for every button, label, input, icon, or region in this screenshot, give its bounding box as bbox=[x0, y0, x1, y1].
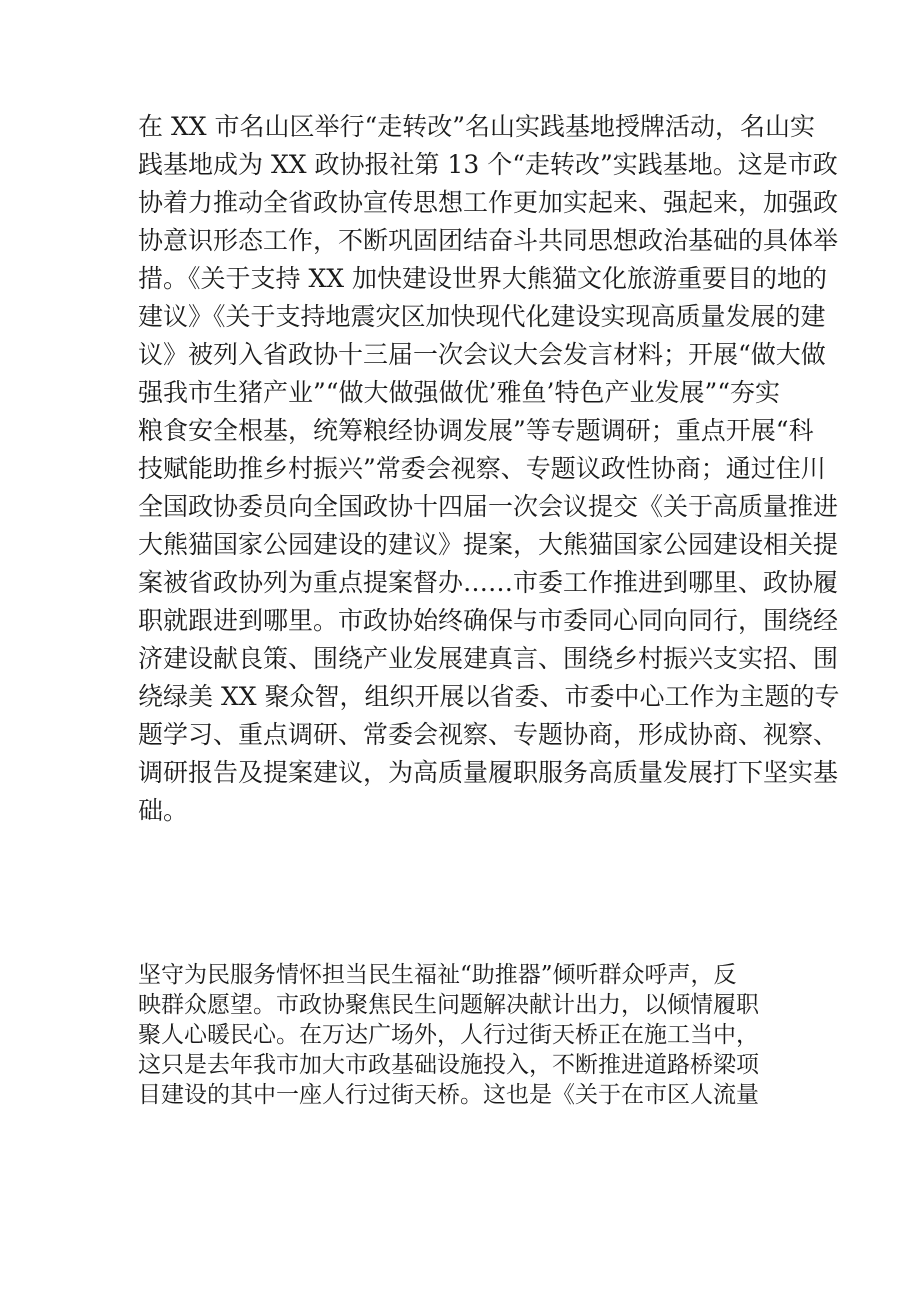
text-line: 职就跟进到哪里。市政协始终确保与市委同心同向同行，围绕经 bbox=[138, 606, 839, 635]
text-line: 济建设献良策、围绕产业发展建真言、围绕乡村振兴支实招、围 bbox=[138, 644, 839, 673]
text-line: 粮食安全根基，统筹粮经协调发展”等专题调研；重点开展“科 bbox=[138, 416, 814, 445]
text-line: 映群众愿望。市政协聚焦民生问题解决献计出力，以倾情履职 bbox=[138, 992, 759, 1018]
text-line: 础。 bbox=[138, 796, 189, 825]
text-line: 强我市生猪产业”“做大做强做优’雅鱼’特色产业发展”“夯实 bbox=[138, 378, 781, 407]
text-line: 题学习、重点调研、常委会视察、专题协商，形成协商、视察、 bbox=[138, 720, 839, 749]
text-line: 措。《关于支持 XX 加快建设世界大熊猫文化旅游重要目的地的 bbox=[138, 264, 827, 293]
text-line: 协意识形态工作，不断巩固团结奋斗共同思想政治基础的具体举 bbox=[138, 226, 839, 255]
text-line: 践基地成为 XX 政协报社第 13 个“走转改”实践基地。这是市政 bbox=[138, 150, 838, 179]
text-line: 协着力推动全省政协宣传思想工作更加实起来、强起来，加强政 bbox=[138, 188, 839, 217]
text-line: 在 XX 市名山区举行“走转改”名山实践基地授牌活动，名山实 bbox=[138, 112, 816, 141]
text-line: 这只是去年我市加大市政基础设施投入，不断推进道路桥梁项 bbox=[138, 1052, 759, 1078]
text-line: 聚人心暖民心。在万达广场外，人行过街天桥正在施工当中， bbox=[138, 1022, 759, 1048]
text-line: 调研报告及提案建议，为高质量履职服务高质量发展打下坚实基 bbox=[138, 758, 839, 787]
text-line: 全国政协委员向全国政协十四届一次会议提交《关于高质量推进 bbox=[138, 492, 839, 521]
text-line: 坚守为民服务情怀担当民生福祉“助推器”倾听群众呼声，反 bbox=[138, 962, 737, 988]
text-line: 案被省政协列为重点提案督办……市委工作推进到哪里、政协履 bbox=[138, 568, 839, 597]
text-line: 技赋能助推乡村振兴”常委会视察、专题议政性协商；通过住川 bbox=[138, 454, 826, 483]
text-line: 大熊猫国家公园建设的建议》提案，大熊猫国家公园建设相关提 bbox=[138, 530, 839, 559]
paragraph-cppcc-work bbox=[138, 108, 840, 830]
text-line: 目建设的其中一座人行过街天桥。这也是《关于在市区人流量 bbox=[138, 1082, 759, 1108]
paragraph-people-livelihood bbox=[138, 960, 798, 1110]
text-line: 议》被列入省政协十三届一次会议大会发言材料；开展“做大做 bbox=[138, 340, 826, 369]
text-line: 绕绿美 XX 聚众智，组织开展以省委、市委中心工作为主题的专 bbox=[138, 682, 840, 711]
text-line: 建议》《关于支持地震灾区加快现代化建设实现高质量发展的建 bbox=[138, 302, 826, 331]
